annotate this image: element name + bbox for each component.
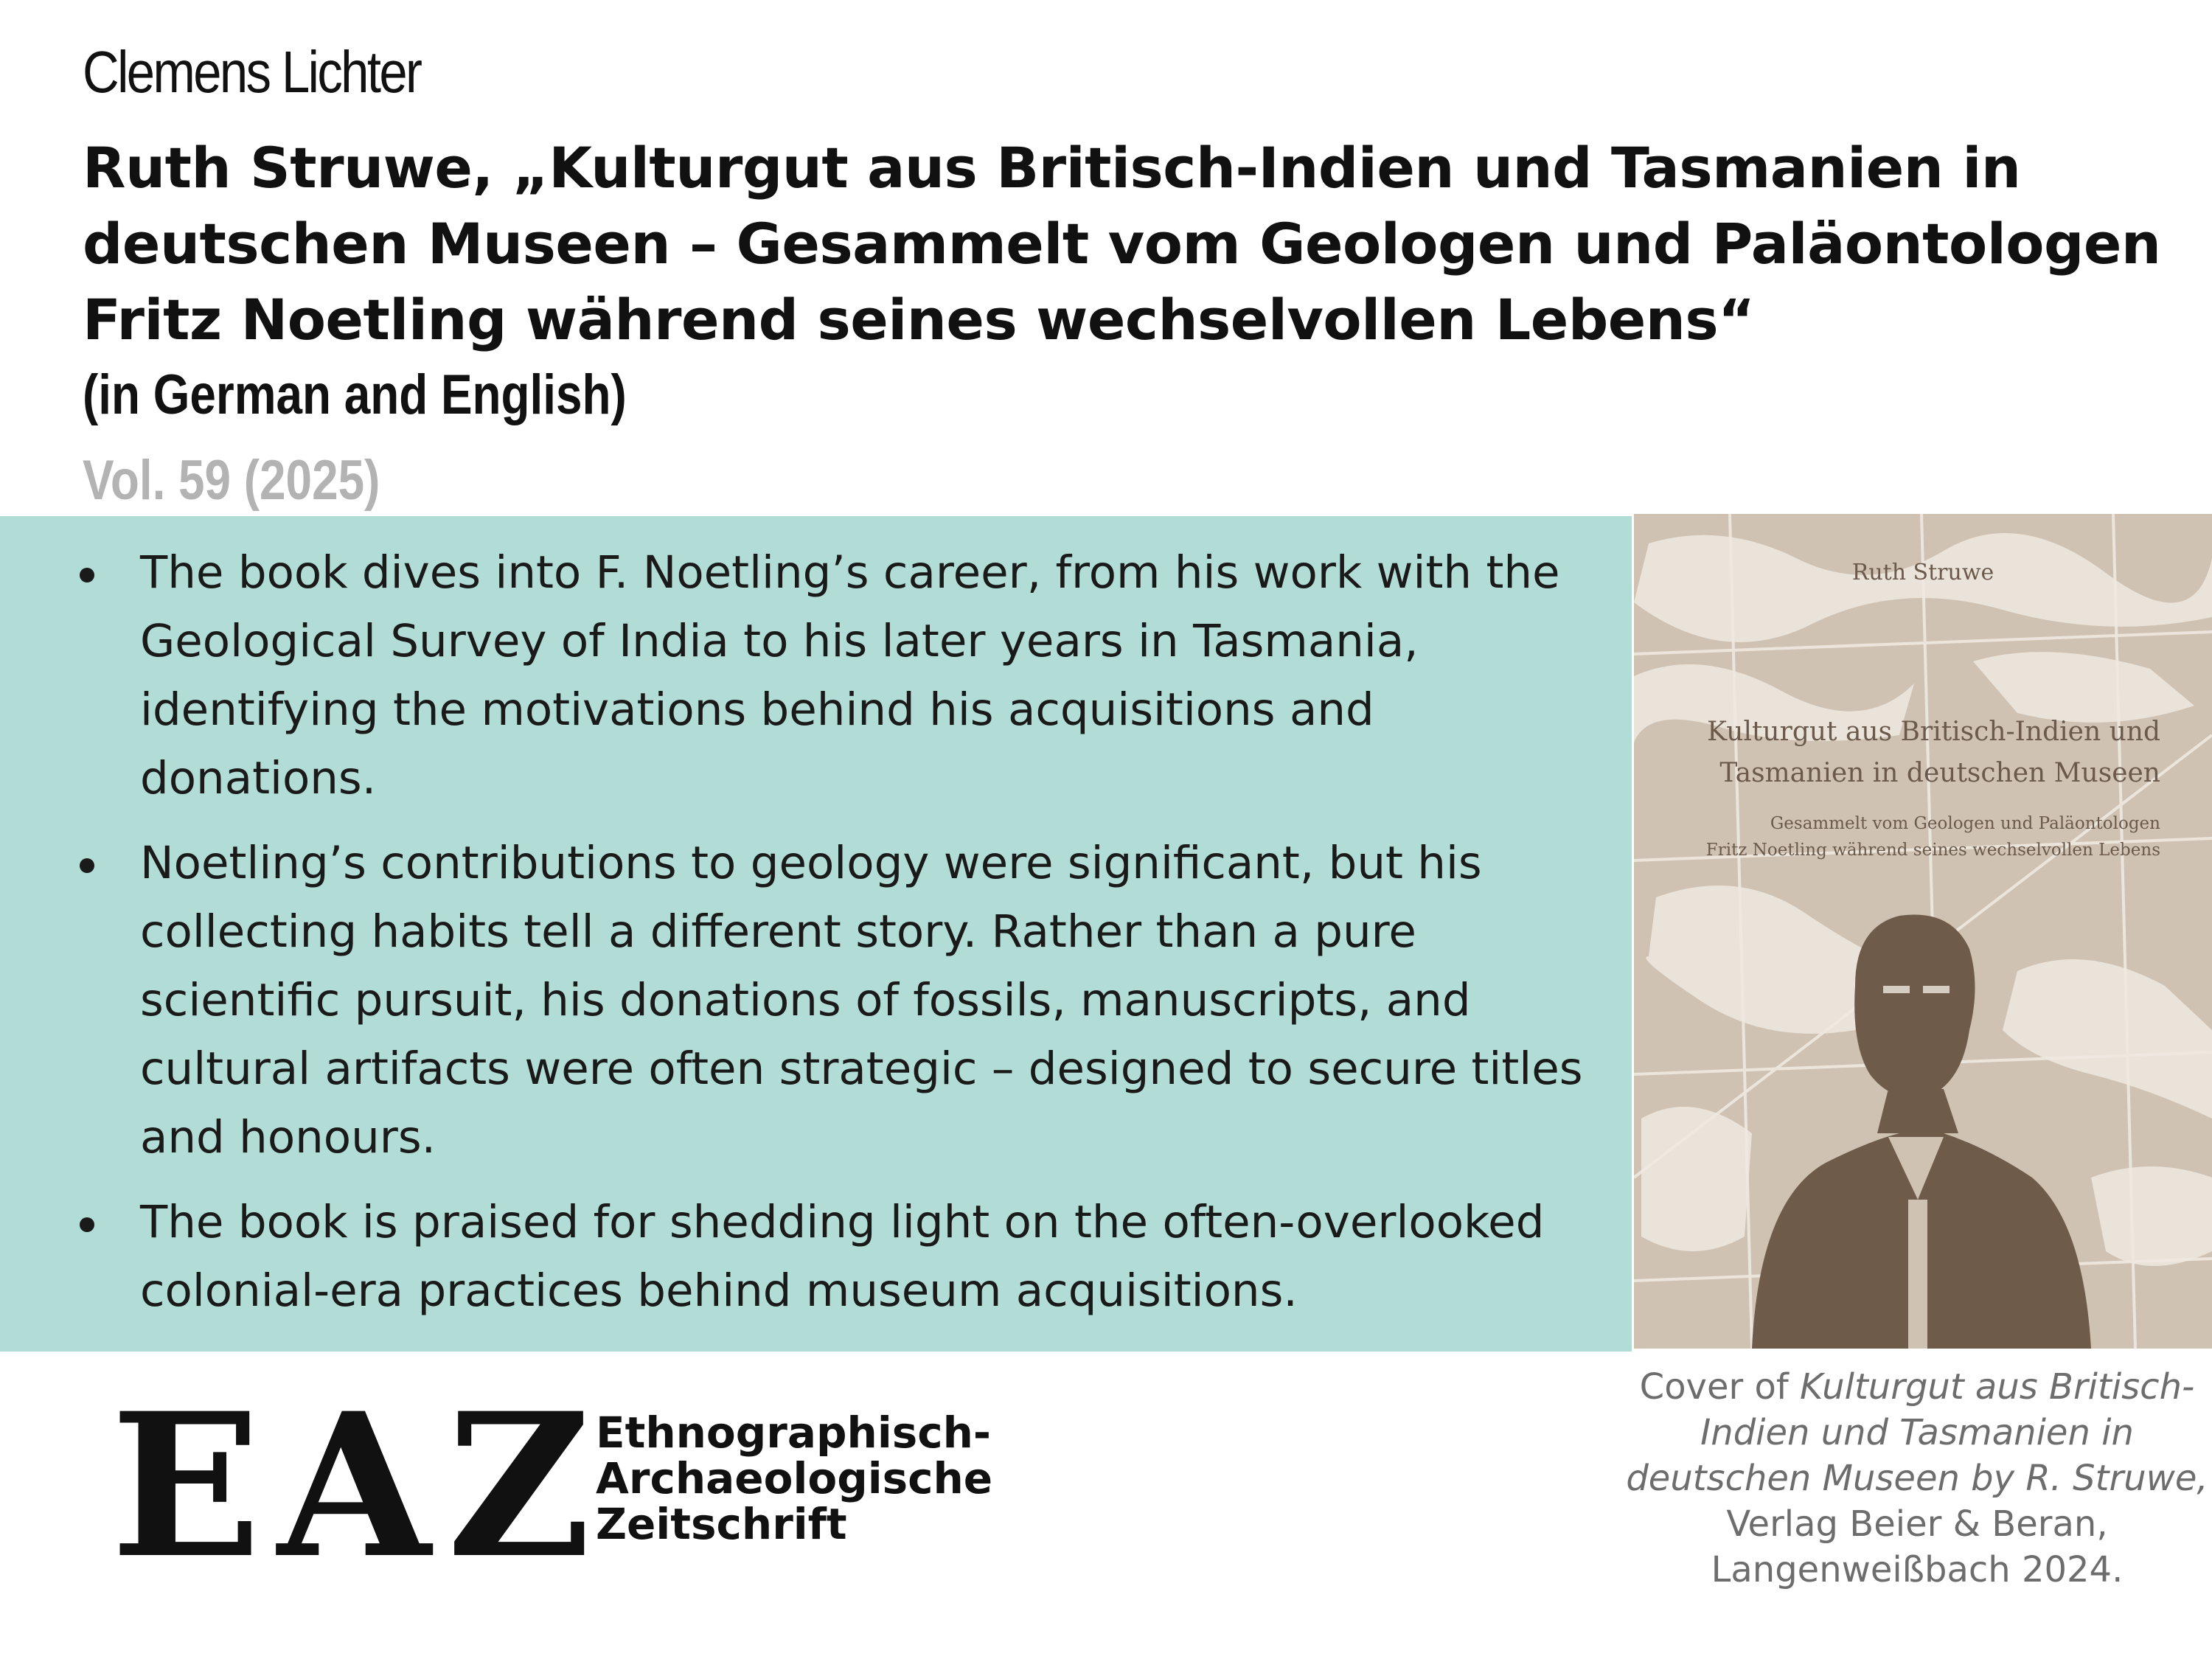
cover-subtitle [1706,810,2160,863]
cover-title [1707,712,2160,794]
cover-title-line: Kulturgut aus Britisch-Indien und [1707,717,2160,747]
review-title [83,130,2191,358]
caption-publisher: Verlag Beier & Beran, [1726,1503,2108,1545]
bullet-dot-icon [80,568,94,582]
cover-subtitle-line: Fritz Noetling während seines wechselvollen Lebens [1705,841,2160,860]
caption-prefix: Cover of [1639,1366,1801,1408]
title-line: deutschen Museen – Gesammelt vom Geologen und Paläontologen [83,211,2161,276]
cover-title-line: Tasmanien in deutschen Museen [1719,758,2160,788]
cover-caption [1622,1364,2212,1593]
caption-place-year: Langenweißbach 2024. [1711,1549,2124,1590]
journal-name [596,1410,992,1547]
title-line: Fritz Noetling während seines wechselvollen Lebens“ [83,287,1755,352]
bullet-item [0,538,1632,813]
bullet-item [0,1188,1632,1325]
book-cover-image [1634,514,2212,1349]
volume-label: Vol. 59 (2025) [83,449,380,512]
journal-name-line: Archaeologische [596,1453,993,1503]
author-name: Clemens Lichter [83,39,421,105]
title-line: Ruth Struwe, „Kulturgut aus Britisch-Indien und Tasmanien in [83,135,2021,201]
summary-bullet-list [0,538,1632,1341]
bullet-text: Noetling’s contributions to geology were significant, but his collecting habits tell a different story. Rather than a pure scientific pursuit, his donations of fossils, manuscripts, and cultural artifacts were often strategic – designed to secure titles and honours. [140,837,1583,1164]
cover-map-background [1634,514,2212,1349]
eaz-logo: EAZ [111,1370,608,1602]
bullet-item [0,829,1632,1172]
journal-name-line: Ethnographisch- [596,1408,991,1458]
caption-author: by R. Struwe, [1959,1458,2208,1499]
caption-book-title: Kulturgut aus Britisch-Indien und Tasmanien in deutschen Museen [1626,1366,2195,1499]
journal-name-line: Zeitschrift [596,1499,847,1549]
bullet-text: The book dives into F. Noetling’s career, from his work with the Geological Survey of India to his later years in Tasmania, identifying the motivations behind his acquisitions and donations. [140,546,1560,804]
cover-subtitle-line: Gesammelt vom Geologen und Paläontologen [1770,814,2160,833]
bullet-dot-icon [80,1217,94,1232]
bullet-text: The book is praised for shedding light on the often-overlooked colonial-era practices behind museum acquisitions. [140,1196,1545,1317]
bullet-dot-icon [80,858,94,873]
cover-author: Ruth Struwe [1851,560,1994,585]
language-note: (in German and English) [83,364,627,426]
